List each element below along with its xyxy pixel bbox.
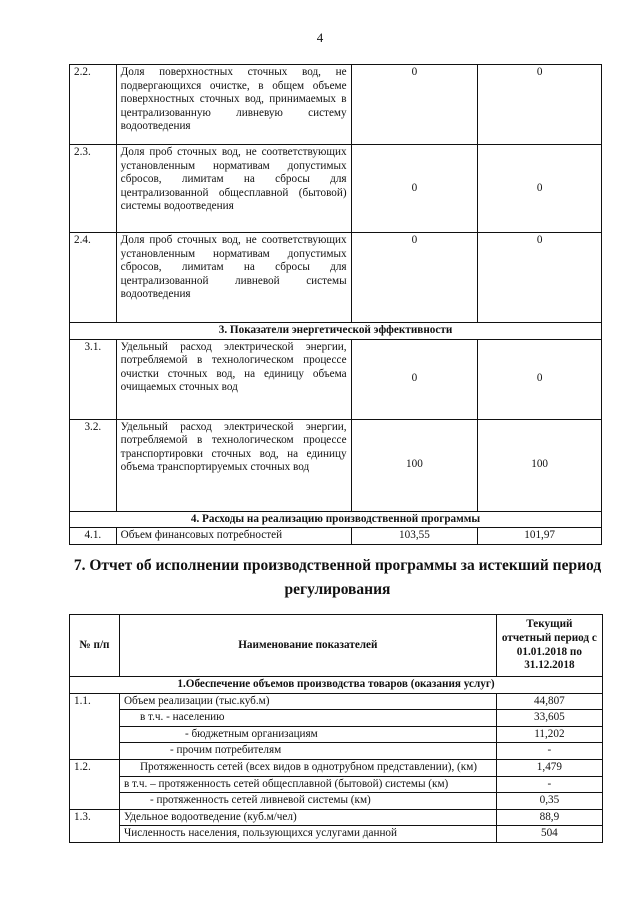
column-header-period: Текущий отчетный период с 01.01.2018 по 31.12.2018 bbox=[496, 615, 602, 677]
indicator-value: 504 bbox=[496, 826, 602, 843]
indicator-name: Доля проб сточных вод, не соответствующих установленным нормативам допустимых сбросов, лимитам на сбросы для централизованной ливневой системы водоотведения bbox=[116, 233, 351, 323]
indicator-name: - протяженность сетей ливневой системы (км) bbox=[119, 793, 496, 810]
table-row bbox=[70, 776, 603, 793]
indicator-value: 0 bbox=[478, 233, 602, 323]
row-number: 2.2. bbox=[70, 65, 117, 145]
column-header-number: № п/п bbox=[70, 615, 120, 677]
row-number: 4.1. bbox=[70, 528, 117, 545]
indicator-value: - bbox=[496, 776, 602, 793]
section-heading: 4. Расходы на реализацию производственной программы bbox=[70, 511, 602, 528]
indicator-value: 88,9 bbox=[496, 809, 602, 826]
indicator-value: 44,807 bbox=[496, 693, 602, 710]
page-number: 4 bbox=[316, 30, 324, 45]
table-row bbox=[70, 726, 603, 743]
table-row bbox=[70, 65, 602, 145]
section-row bbox=[70, 323, 602, 340]
table-row bbox=[70, 710, 603, 727]
report-table bbox=[69, 614, 603, 843]
indicator-value: 1,479 bbox=[496, 759, 602, 776]
indicator-name: Объем финансовых потребностей bbox=[116, 528, 351, 545]
column-header-name: Наименование показателей bbox=[119, 615, 496, 677]
row-number: 2.4. bbox=[70, 233, 117, 323]
indicator-value: 0 bbox=[478, 65, 602, 145]
indicator-name: Объем реализации (тыс.куб.м) bbox=[119, 693, 496, 710]
table-row bbox=[70, 793, 603, 810]
indicator-value: - bbox=[496, 743, 602, 760]
report-title: 7. Отчет об исполнении производственной программы за истекший период регулирования bbox=[73, 557, 602, 598]
indicator-name: Доля проб сточных вод, не соответствующих установленным нормативам допустимых сбросов, лимитам на сбросы для централизованной общесплавной (бытовой) системы водоотведения bbox=[116, 145, 351, 233]
indicator-value: 0 bbox=[351, 145, 478, 233]
table-row bbox=[70, 809, 603, 826]
row-number: 1.1. bbox=[70, 693, 120, 759]
section-row bbox=[70, 511, 602, 528]
indicator-value: 0,35 bbox=[496, 793, 602, 810]
section-heading: 1.Обеспечение объемов производства товаров (оказания услуг) bbox=[70, 677, 603, 694]
table-row bbox=[70, 419, 602, 511]
section-row bbox=[70, 677, 603, 694]
indicator-name: Доля поверхностных сточных вод, не подвергающихся очистке, в общем объеме поверхностных сточных вод, принимаемых в централизованную ливневую систему водоотведения bbox=[116, 65, 351, 145]
indicator-name: Удельный расход электрической энергии, потребляемой в технологическом процессе транспортировки сточных вод, на единицу объема транспортируемых сточных вод bbox=[116, 419, 351, 511]
indicator-value: 100 bbox=[351, 419, 478, 511]
indicator-name: - бюджетным организациям bbox=[119, 726, 496, 743]
indicator-name: Протяженность сетей (всех видов в однотрубном представлении), (км) bbox=[119, 759, 496, 776]
indicator-name: Удельное водоотведение (куб.м/чел) bbox=[119, 809, 496, 826]
table-row bbox=[70, 339, 602, 419]
indicator-name: - прочим потребителям bbox=[119, 743, 496, 760]
table-row bbox=[70, 759, 603, 776]
indicator-value: 0 bbox=[351, 65, 478, 145]
table-row bbox=[70, 826, 603, 843]
row-number: 3.1. bbox=[70, 339, 117, 419]
table-row bbox=[70, 233, 602, 323]
indicator-value: 0 bbox=[478, 339, 602, 419]
table-row bbox=[70, 145, 602, 233]
indicators-table bbox=[69, 64, 602, 545]
indicator-value: 11,202 bbox=[496, 726, 602, 743]
table-row bbox=[70, 693, 603, 710]
indicator-value: 100 bbox=[478, 419, 602, 511]
header-row bbox=[70, 615, 603, 677]
row-number: 3.2. bbox=[70, 419, 117, 511]
indicator-value: 101,97 bbox=[478, 528, 602, 545]
indicator-name: в т.ч. – протяженность сетей общесплавной (бытовой) системы (км) bbox=[119, 776, 496, 793]
indicator-value: 0 bbox=[351, 339, 478, 419]
indicator-value: 0 bbox=[351, 233, 478, 323]
table-row bbox=[70, 743, 603, 760]
indicator-name: Удельный расход электрической энергии, потребляемой в технологическом процессе очистки сточных вод, на единицу объема очищаемых сточных вод bbox=[116, 339, 351, 419]
row-number: 1.3. bbox=[70, 809, 120, 842]
section-heading: 3. Показатели энергетической эффективности bbox=[70, 323, 602, 340]
indicator-value: 103,55 bbox=[351, 528, 478, 545]
table-row bbox=[70, 528, 602, 545]
indicator-name: в т.ч. - населению bbox=[119, 710, 496, 727]
indicator-name: Численность населения, пользующихся услугами данной bbox=[119, 826, 496, 843]
indicator-value: 33,605 bbox=[496, 710, 602, 727]
indicator-value: 0 bbox=[478, 145, 602, 233]
row-number: 1.2. bbox=[70, 759, 120, 809]
row-number: 2.3. bbox=[70, 145, 117, 233]
